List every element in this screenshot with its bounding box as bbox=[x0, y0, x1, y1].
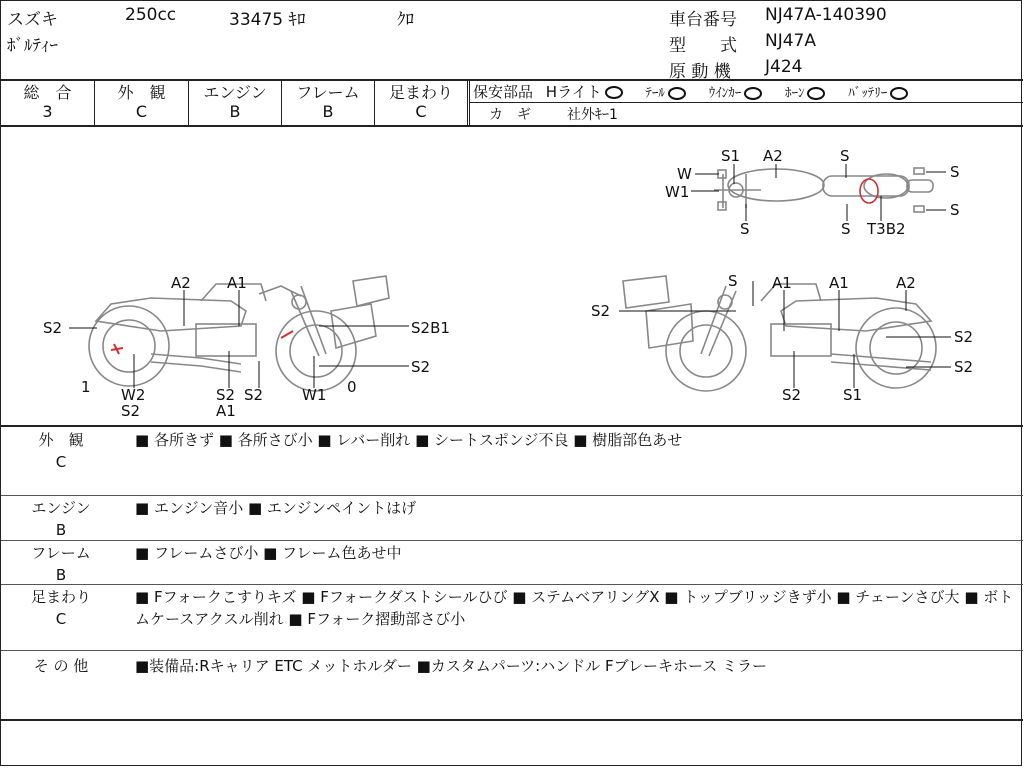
maker: スズキ bbox=[7, 10, 58, 30]
section-label-frame: フレーム B bbox=[31, 544, 91, 584]
damage-mark bbox=[860, 179, 878, 203]
safety-item-horn: ﾎｰﾝ bbox=[785, 86, 826, 101]
engine-label: 原 動 機 bbox=[669, 62, 731, 82]
damage-label: 0 bbox=[347, 378, 357, 396]
score-value-overall: 3 bbox=[42, 102, 53, 121]
engine-value: J424 bbox=[765, 57, 803, 77]
ok-circle-icon bbox=[890, 87, 908, 100]
score-label-frame: フレーム bbox=[296, 83, 360, 102]
safety-item-winker: ｳｲﾝｶｰ bbox=[709, 86, 763, 101]
damage-label: S2 bbox=[591, 302, 611, 320]
score-value-suspension: C bbox=[415, 102, 427, 121]
divider bbox=[467, 80, 468, 125]
damage-label: S bbox=[950, 163, 960, 181]
damage-label: A1 bbox=[772, 274, 792, 292]
ok-circle-icon bbox=[668, 87, 686, 100]
damage-label: S2 bbox=[244, 386, 264, 404]
damage-label: W1 bbox=[302, 386, 327, 404]
safety-parts bbox=[473, 81, 908, 102]
key-value: 社外ｷｰ1 bbox=[567, 107, 618, 123]
section-text-frame: ■ フレームさび小 ■ フレーム色あせ中 bbox=[135, 544, 402, 562]
score-label-exterior: 外 観 bbox=[117, 83, 166, 102]
score-value-engine: B bbox=[229, 102, 241, 121]
damage-label: A2 bbox=[171, 274, 191, 292]
divider bbox=[1, 584, 1023, 585]
damage-label: W bbox=[677, 165, 692, 183]
section-label-exterior: 外 観 C bbox=[38, 431, 84, 471]
key-label: カ ギ bbox=[489, 107, 531, 123]
displacement: 250cc bbox=[125, 5, 177, 25]
color: ｸﾛ bbox=[397, 10, 414, 30]
chassis-label: 車台番号 bbox=[669, 10, 737, 30]
divider bbox=[1, 425, 1023, 427]
divider bbox=[1, 540, 1023, 541]
damage-label: S2 bbox=[121, 402, 141, 420]
safety-item-battery: ﾊﾞｯﾃﾘｰ bbox=[848, 86, 908, 101]
score-value-frame: B bbox=[322, 102, 334, 121]
damage-mark bbox=[111, 344, 123, 354]
damage-label: S2 bbox=[954, 358, 974, 376]
type-label: 型 式 bbox=[669, 36, 737, 56]
label-leaders bbox=[69, 164, 951, 388]
score-label-suspension: 足まわり bbox=[388, 83, 453, 102]
damage-label: S bbox=[841, 220, 851, 238]
damage-label: S2 bbox=[954, 328, 974, 346]
damage-label: S1 bbox=[843, 386, 863, 404]
divider bbox=[469, 102, 1023, 103]
section-text-exterior: ■ 各所きず ■ 各所さび小 ■ レバー削れ ■ シートスポンジ不良 ■ 樹脂部色あせ bbox=[135, 431, 683, 449]
damage-label: S bbox=[740, 220, 750, 238]
mileage: 33475 ｷﾛ bbox=[229, 10, 306, 30]
section-text-other: ■装備品:Rキャリア ETC メットホルダー ■カスタムパーツ:ハンドル Fブレーキホース ミラー bbox=[135, 657, 768, 675]
ok-circle-icon bbox=[807, 87, 825, 100]
safety-title: 保安部品 bbox=[473, 83, 534, 101]
damage-label: 1 bbox=[81, 378, 91, 396]
damage-label: T3B2 bbox=[867, 220, 906, 238]
score-label-overall: 総 合 bbox=[23, 83, 72, 102]
damage-label: A1 bbox=[829, 274, 849, 292]
ok-circle-icon bbox=[605, 86, 623, 99]
damage-mark bbox=[281, 331, 293, 338]
damage-label: A2 bbox=[896, 274, 916, 292]
damage-label: S2 bbox=[411, 358, 431, 376]
motorcycle-top-view bbox=[714, 168, 933, 212]
damage-label: W1 bbox=[665, 183, 690, 201]
damage-label: S2 bbox=[782, 386, 802, 404]
divider bbox=[1, 495, 1023, 496]
damage-label: A2 bbox=[763, 147, 783, 165]
motorcycle-right-view bbox=[623, 276, 936, 391]
damage-label: S bbox=[840, 147, 850, 165]
score-label-engine: エンジン bbox=[203, 83, 267, 102]
model-name: ﾎﾞﾙﾃｨｰ bbox=[7, 36, 58, 56]
damage-label: S2 bbox=[216, 386, 236, 404]
damage-label: A1 bbox=[227, 274, 247, 292]
safety-item-tail: ﾃｰﾙ bbox=[645, 86, 686, 101]
score-value-exterior: C bbox=[135, 102, 148, 121]
type-value: NJ47A bbox=[765, 31, 816, 51]
damage-label: W2 bbox=[121, 386, 146, 404]
damage-label: A1 bbox=[216, 402, 236, 420]
divider bbox=[1, 650, 1023, 651]
section-text-engine: ■ エンジン音小 ■ エンジンペイントはげ bbox=[135, 499, 417, 517]
damage-label: S bbox=[728, 272, 738, 290]
damage-diagram bbox=[1, 126, 1023, 424]
divider bbox=[1, 719, 1023, 721]
section-label-engine: エンジン B bbox=[31, 499, 91, 539]
damage-label: S bbox=[950, 201, 960, 219]
chassis-value: NJ47A-140390 bbox=[765, 5, 887, 25]
section-label-other: そ の 他 bbox=[33, 657, 89, 675]
ok-circle-icon bbox=[744, 87, 762, 100]
damage-label: S2 bbox=[43, 319, 63, 337]
section-label-suspension: 足まわり C bbox=[30, 588, 91, 628]
safety-item-headlight: Hライト bbox=[546, 83, 623, 101]
damage-label: S2B1 bbox=[411, 319, 450, 337]
section-text-suspension: ■ Fフォークこすりキズ ■ Fフォークダストシールひび ■ ステムベアリングX ■ トップブリッジきず小 ■ チェーンさび大 ■ ボトムケースアクスル削れ ■ Fフォーク摺動部さび小 bbox=[135, 588, 1014, 628]
damage-label: S1 bbox=[721, 147, 741, 165]
